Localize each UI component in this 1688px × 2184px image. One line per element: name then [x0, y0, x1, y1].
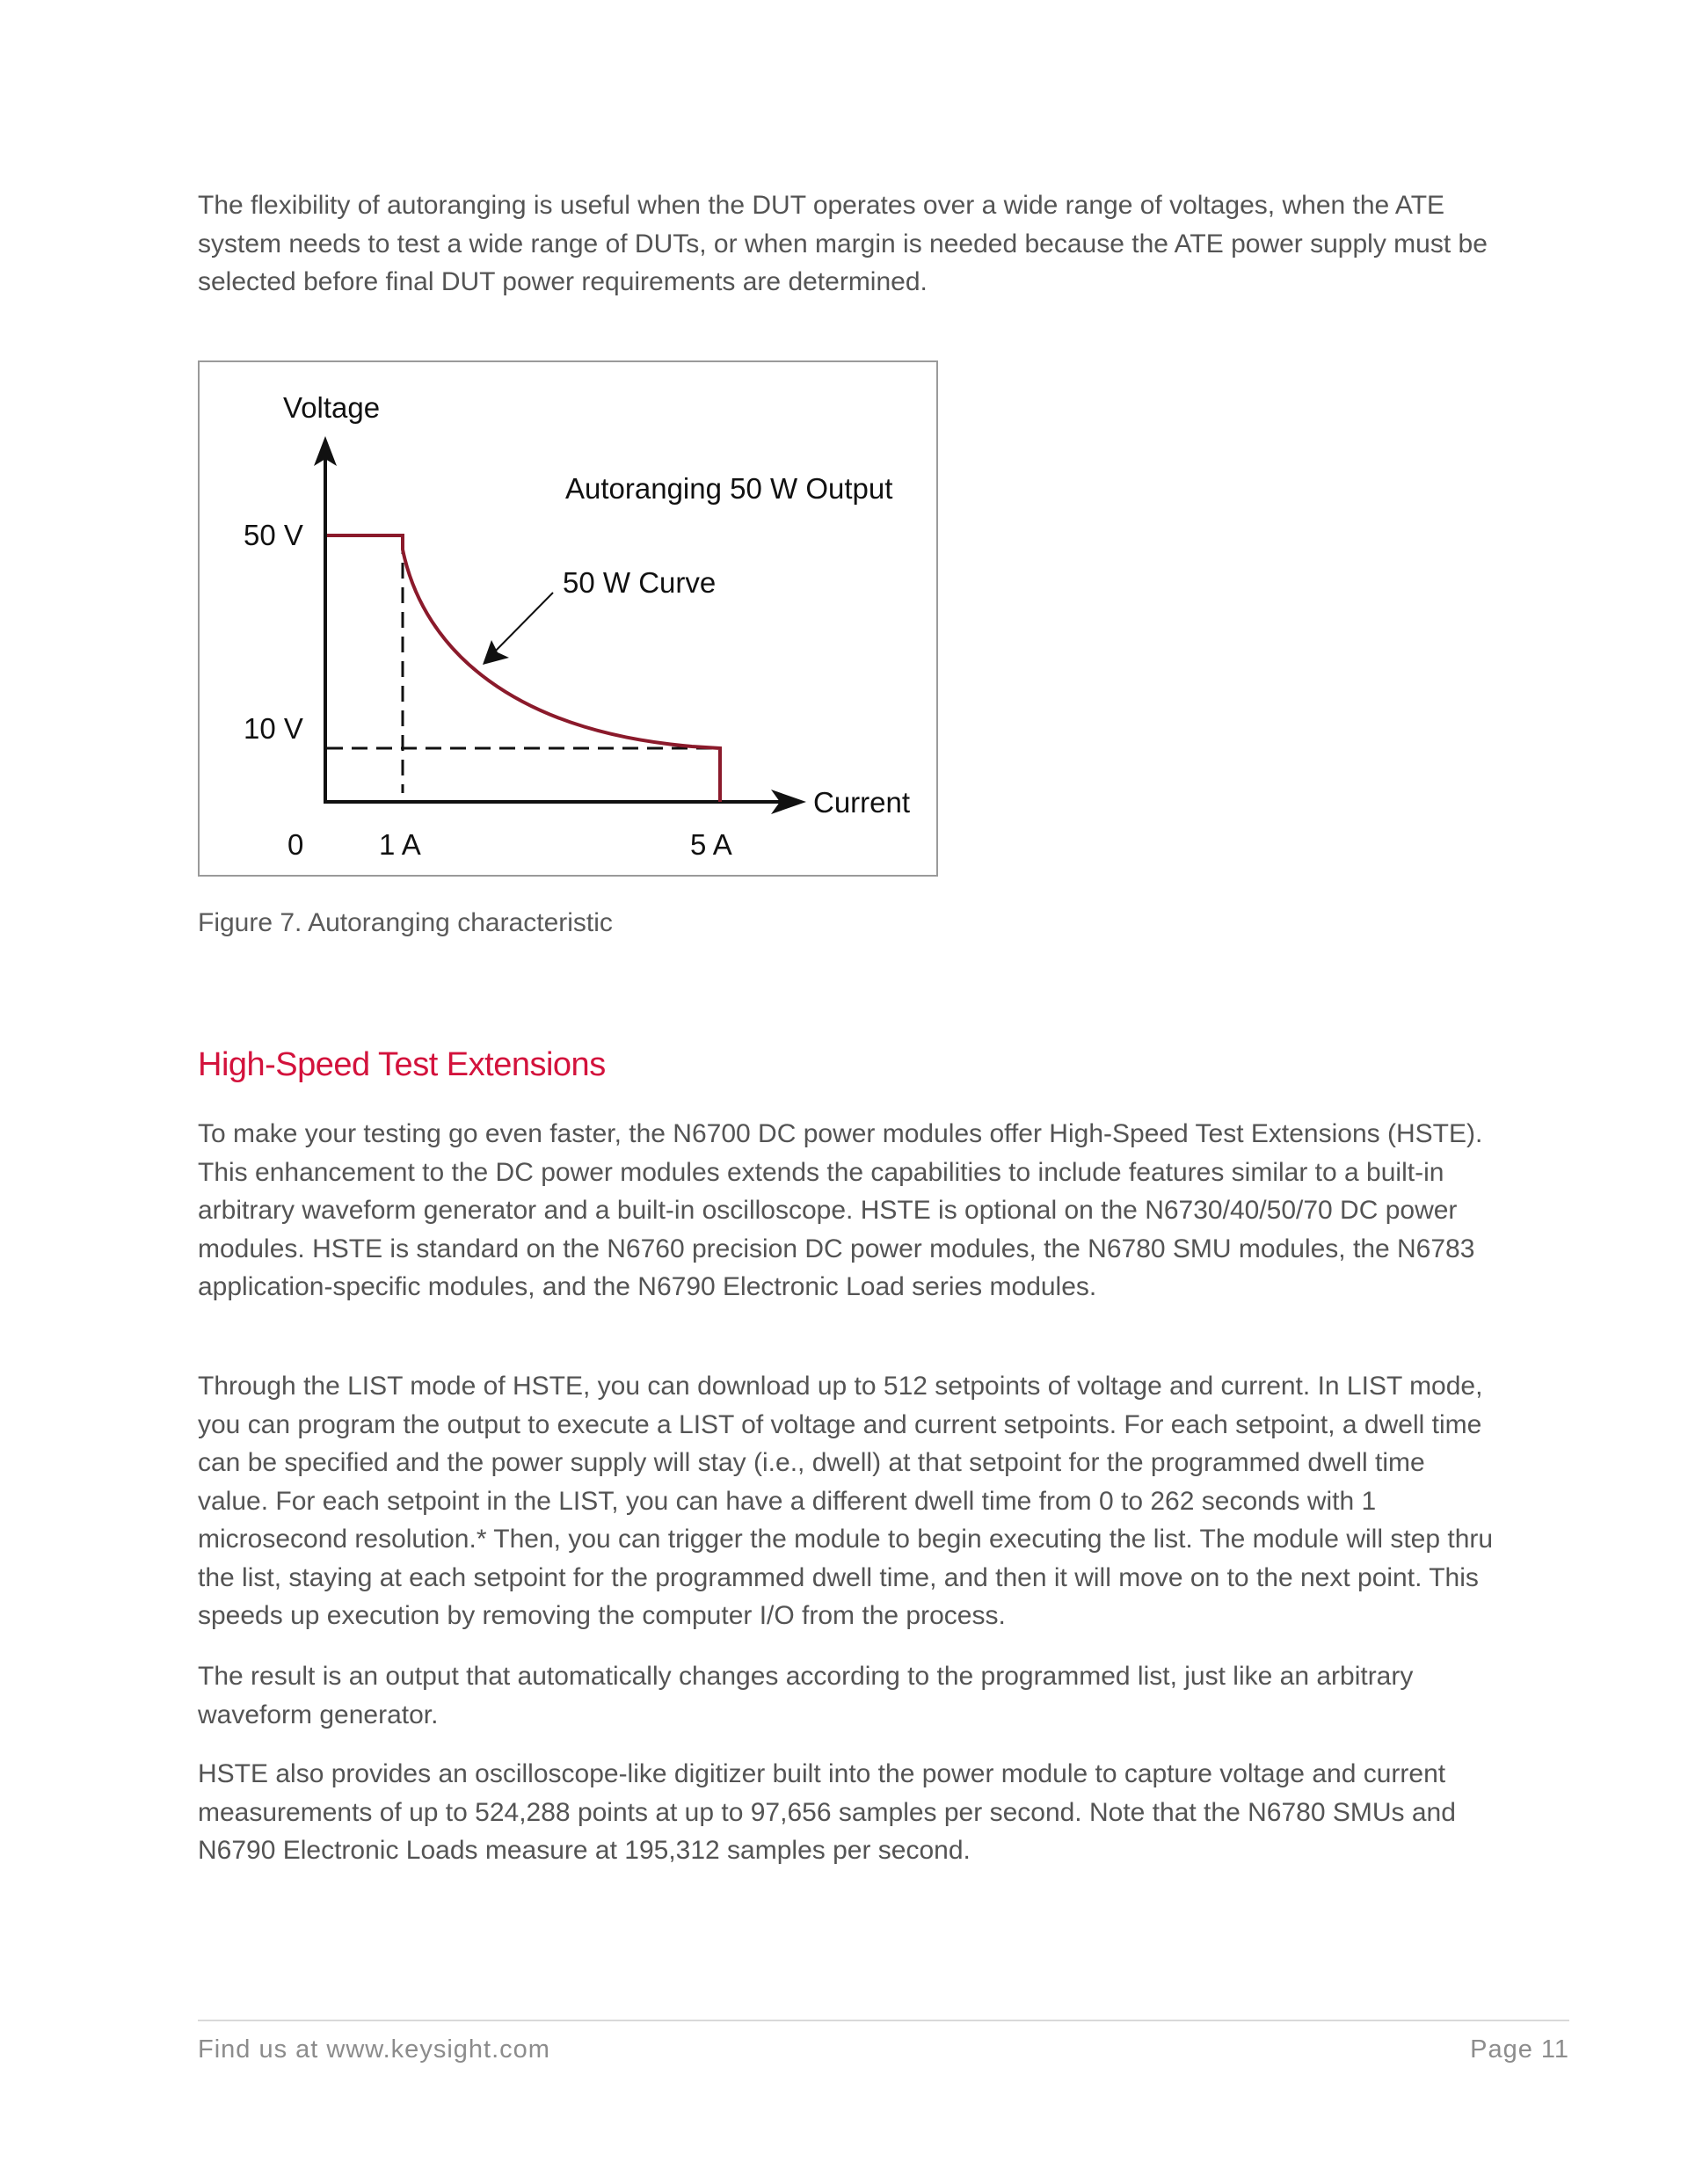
digitizer-paragraph: HSTE also provides an oscilloscope-like digitizer built into the power module to capture voltage and current measurements of up to 524,288 points at up to 97,656 samples per second. Note that the N6780 SMUs and N6790 Electronic Loads measure at 195,312 samples per second.	[198, 1759, 1456, 1865]
x-axis-label: Current	[813, 786, 911, 819]
curve-annotation: 50 W Curve	[563, 566, 717, 599]
section-heading: High-Speed Test Extensions	[198, 1046, 606, 1083]
list-mode-paragraph: Through the LIST mode of HSTE, you can download up to 512 setpoints of voltage and current. In LIST mode, you can program the output to execute a LIST of voltage and current setpoints. For each setpoint, a dwell time can be specified and the power supply will stay (i.e., dwell) at that setpoint for the programmed dwell time value. For each setpoint in the LIST, you can have a different dwell time from 0 to 262 seconds with 1 microsecond resolution.* Then, you can trigger the module to begin executing the list. The module will step thru the list, staying at each setpoint for the programmed dwell time, and then it will move on to the next point. This speeds up execution by removing the computer I/O from the process.	[198, 1372, 1494, 1630]
y-tick-10v: 10 V	[244, 712, 303, 745]
page-number: Page 11	[1470, 2035, 1569, 2064]
annotation-arrow-head-icon	[483, 640, 509, 665]
autoranging-chart	[200, 362, 936, 875]
figure-caption: Figure 7. Autoranging characteristic	[198, 908, 613, 937]
hste-intro-paragraph: To make your testing go even faster, the N6700 DC power modules offer High-Speed Test Extensions (HSTE). This enhancement to the DC power modules extends the capabilities to include features similar to a built-in arbitrary waveform generator and a built-in oscilloscope. HSTE is optional on the N6730/40/50/70 DC power modules. HSTE is standard on the N6760 precision DC power modules, the N6780 SMU modules, the N6783 application-specific modules, and the N6790 Electronic Load series modules.	[198, 1119, 1483, 1301]
annotation-arrow	[491, 593, 553, 655]
intro-paragraph: The flexibility of autoranging is useful when the DUT operates over a wide range of voltages, when the ATE system needs to test a wide range of DUTs, or when margin is needed because the ATE power supply must be selected before final DUT power requirements are determined.	[198, 191, 1488, 296]
x-tick-5a: 5 A	[690, 828, 732, 861]
autoranging-figure	[198, 360, 938, 877]
footer-website-link[interactable]: Find us at www.keysight.com	[198, 2035, 550, 2064]
x-tick-1a: 1 A	[379, 828, 421, 861]
x-tick-0: 0	[287, 828, 304, 861]
chart-title: Autoranging 50 W Output	[565, 472, 893, 505]
y-tick-50v: 50 V	[244, 519, 303, 551]
footer-divider	[198, 2020, 1569, 2021]
y-axis-label: Voltage	[283, 391, 381, 424]
result-paragraph: The result is an output that automatically changes according to the programmed list, just like an arbitrary waveform generator.	[198, 1662, 1414, 1729]
